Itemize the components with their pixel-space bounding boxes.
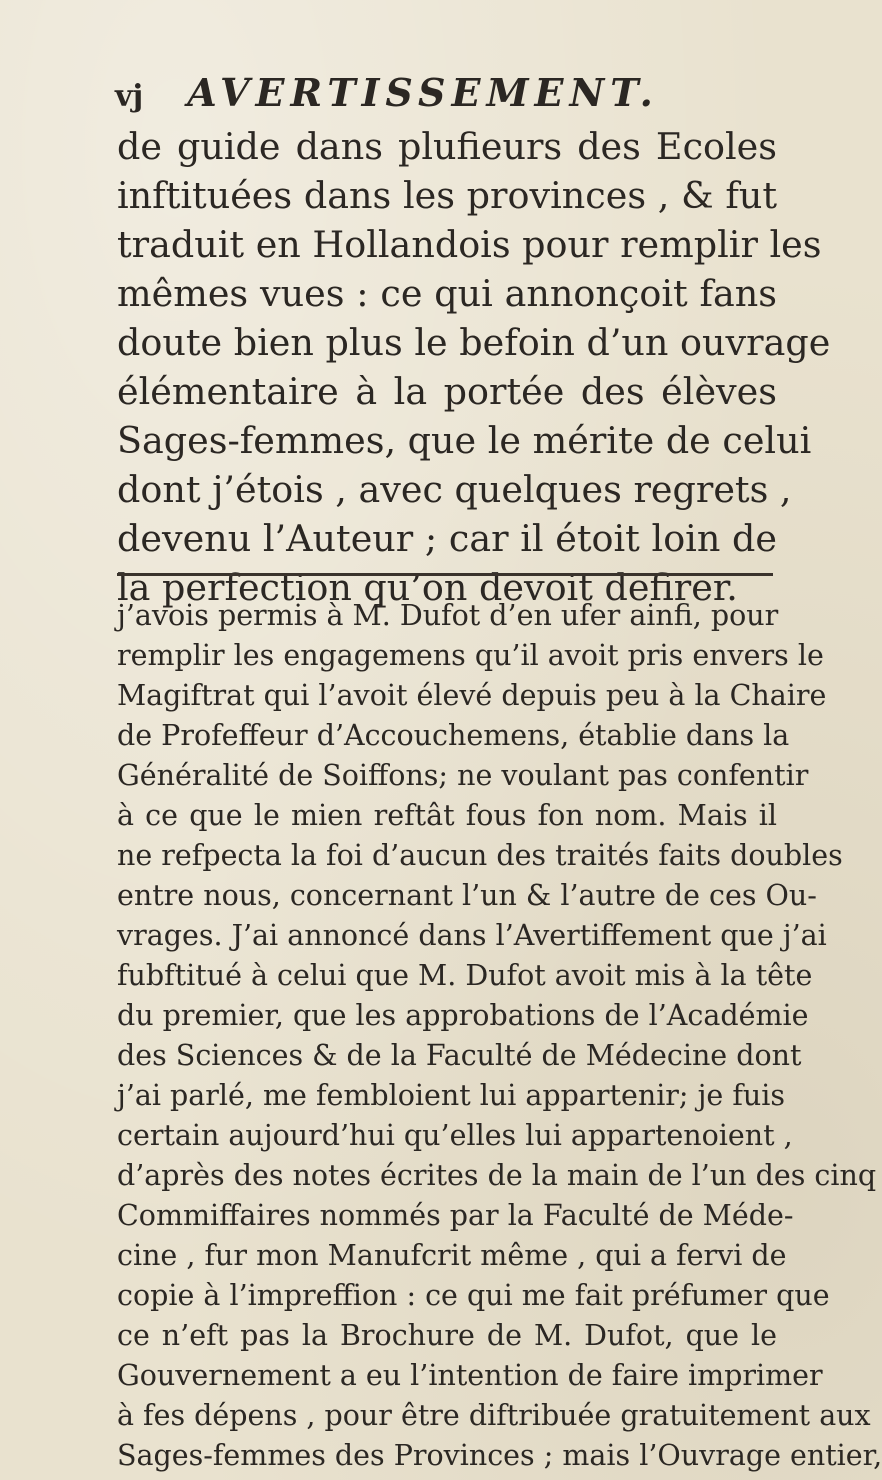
- footnote-line: Sages-femmes des Provinces ; mais l’Ouvrage entier,: [117, 1439, 882, 1472]
- text-line: mêmes vues : ce qui annonçoit fans: [117, 272, 777, 315]
- footnote-line: vrages. J’ai annoncé dans l’Avertiffement que j’ai: [117, 919, 827, 952]
- main-paragraph: [117, 122, 831, 612]
- footnote-line: du premier, que les approbations de l’Académie: [117, 999, 809, 1032]
- text-line: inftituées dans les provinces , & fut: [117, 174, 777, 217]
- text-line: doute bien plus le befoin d’un ouvrage: [117, 321, 831, 364]
- footnote-line: j’avois permis à M. Dufot d’en ufer ainfi, pour: [117, 599, 779, 632]
- footnote-line: à ce que le mien reftât fous fon nom. Mais il: [117, 799, 777, 832]
- section-title: AVERTISSEMENT.: [187, 70, 659, 115]
- footnote-line: des Sciences & de la Faculté de Médecine dont: [117, 1039, 802, 1072]
- footnote-line: copie à l’impreffion : ce qui me fait préfumer que: [117, 1279, 830, 1312]
- footnote-line: d’après des notes écrites de la main de l’un des cinq: [117, 1159, 877, 1192]
- footnote-line: Gouvernement a eu l’intention de faire imprimer: [117, 1359, 823, 1392]
- text-line: devenu l’Auteur ; car il étoit loin de: [117, 517, 777, 560]
- footnote-line: Commiffaires nommés par la Faculté de Méde-: [117, 1199, 794, 1232]
- footnote-line: j’ai parlé, me fembloient lui appartenir; je fuis: [117, 1079, 785, 1112]
- running-head: [115, 70, 659, 115]
- text-line: la perfection qu’on devoit defirer.: [117, 566, 738, 609]
- footnote-line: de Profeffeur d’Accouchemens, établie dans la: [117, 719, 790, 752]
- text-line: traduit en Hollandois pour remplir les: [117, 223, 822, 266]
- footnote-line: remplir les engagemens qu’il avoit pris envers le: [117, 639, 824, 672]
- footnote-line: cine , fur mon Manufcrit même , qui a fervi de: [117, 1239, 787, 1272]
- text-line: dont j’étois , avec quelques regrets ,: [117, 468, 792, 511]
- footnote-line: ne refpecta la foi d’aucun des traités faits doubles: [117, 839, 843, 872]
- text-line: de guide dans plufieurs des Ecoles: [117, 125, 777, 168]
- footnote-line: à fes dépens , pour être diftribuée gratuitement aux: [117, 1399, 871, 1432]
- text-line: élémentaire à la portée des élèves: [117, 370, 777, 413]
- footnote-line: certain aujourd’hui qu’elles lui appartenoient ,: [117, 1119, 793, 1152]
- footnote-line: fubftitué à celui que M. Dufot avoit mis à la tête: [117, 959, 813, 992]
- footnote: [117, 596, 882, 1476]
- footnote-line: Magiftrat qui l’avoit élevé depuis peu à la Chaire: [117, 679, 827, 712]
- footnote-line: Généralité de Soiffons; ne voulant pas confentir: [117, 759, 809, 792]
- footnote-divider: [117, 573, 773, 576]
- footnote-line: entre nous, concernant l’un & l’autre de ces Ou-: [117, 879, 817, 912]
- footnote-line: ce n’eft pas la Brochure de M. Dufot, que le: [117, 1319, 777, 1352]
- page-number: vj: [115, 79, 144, 114]
- text-line: Sages-femmes, que le mérite de celui: [117, 419, 812, 462]
